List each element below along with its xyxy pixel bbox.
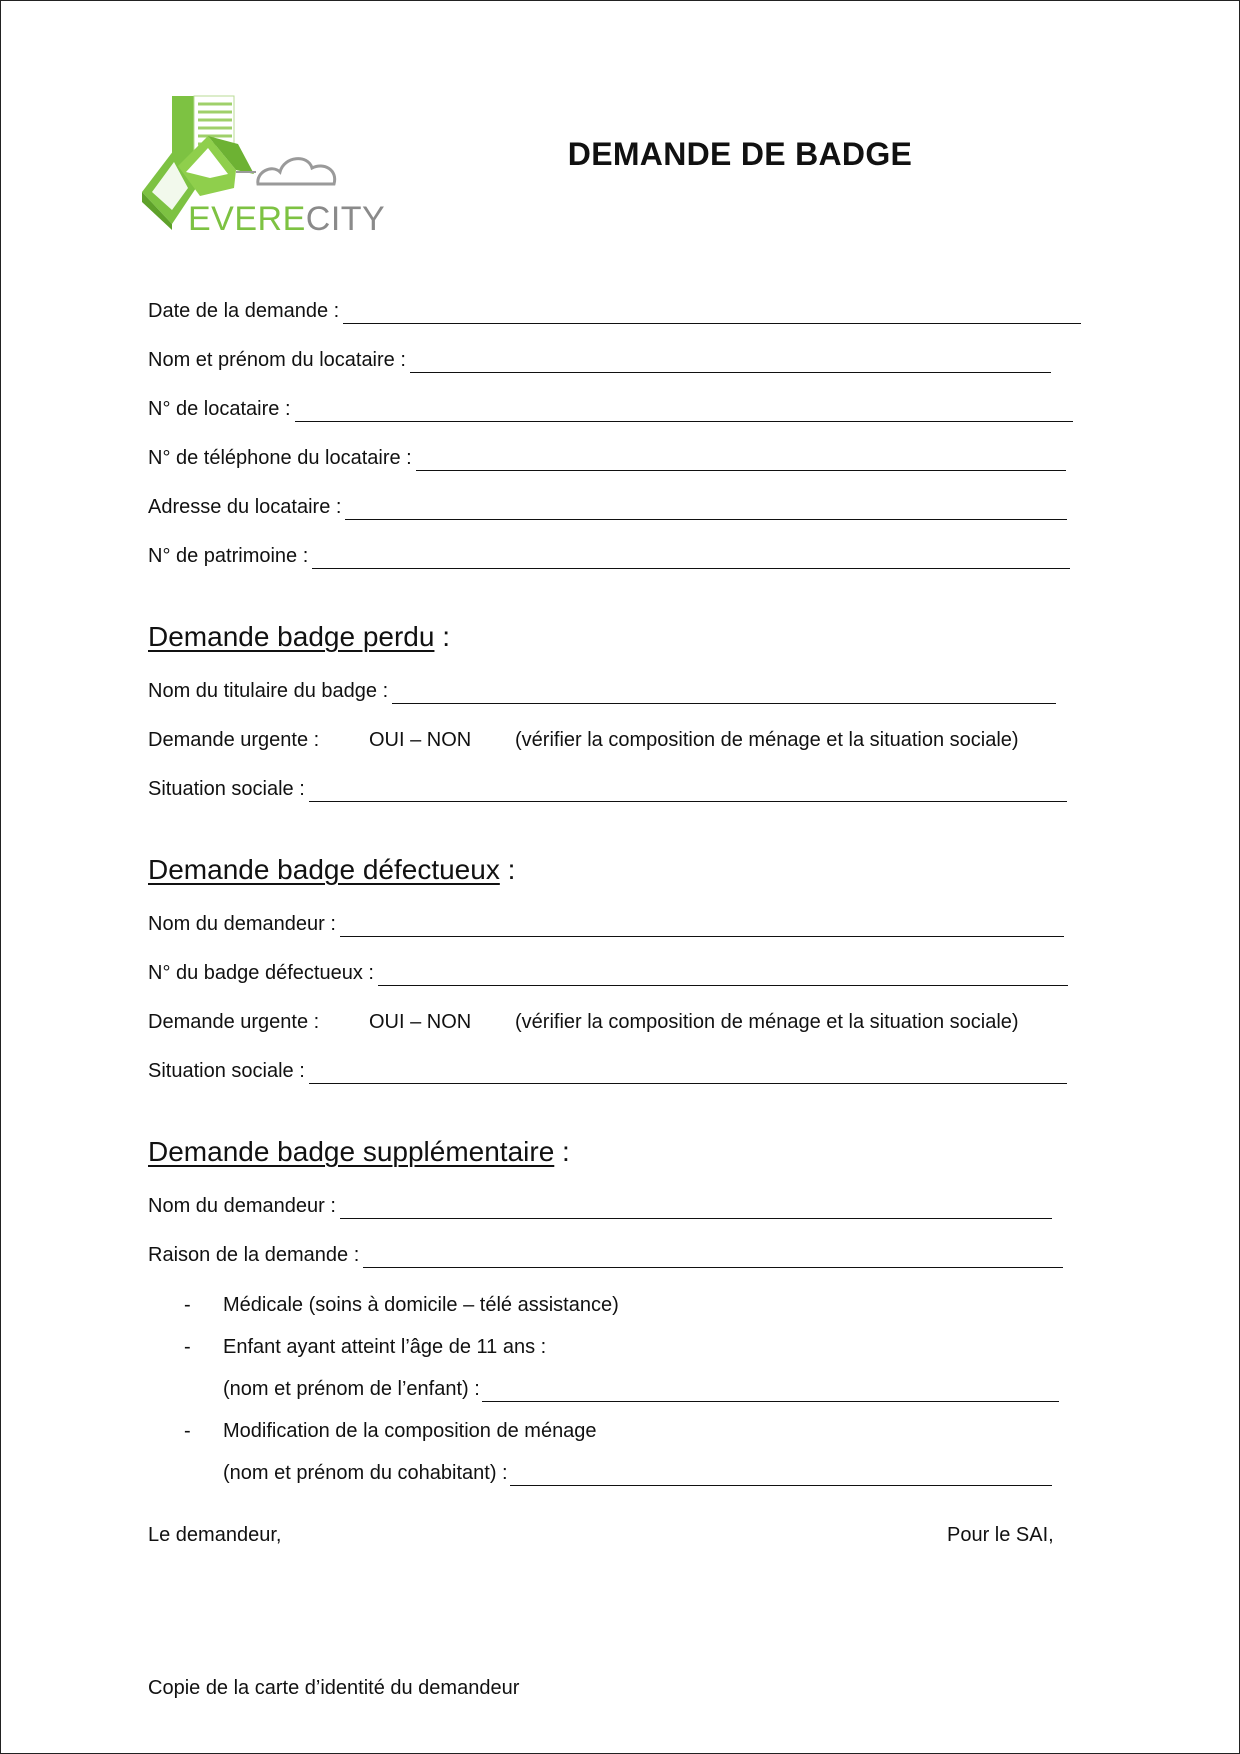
fill-line[interactable] [416, 451, 1066, 471]
field-request-reason [148, 1242, 1063, 1268]
urgent-row-lost [148, 727, 1068, 753]
urgent-note: (vérifier la composition de ménage et la situation sociale) [515, 1011, 1019, 1033]
urgent-label: Demande urgente : [148, 1011, 320, 1033]
field-label: N° du badge défectueux : [148, 962, 374, 984]
field-cohabitant-name [223, 1460, 1052, 1486]
fill-line[interactable] [392, 684, 1056, 704]
section-heading-defective [148, 853, 515, 887]
section-colon: : [554, 1136, 570, 1167]
everecity-logo [138, 92, 386, 244]
fill-line[interactable] [295, 402, 1073, 422]
field-applicant-defective [148, 911, 1064, 937]
logo-wordmark [188, 202, 385, 236]
fill-line[interactable] [378, 966, 1068, 986]
field-label: Nom du demandeur : [148, 913, 336, 935]
field-label: Nom du titulaire du badge : [148, 680, 389, 702]
field-label: Raison de la demande : [148, 1244, 360, 1266]
fill-line[interactable] [343, 304, 1081, 324]
section-colon: : [434, 621, 451, 652]
fill-line[interactable] [482, 1382, 1059, 1402]
field-heritage-number [148, 543, 1070, 569]
signature-applicant: Le demandeur, [148, 1524, 282, 1546]
field-label: N° de patrimoine : [148, 545, 309, 567]
list-bullet: - [184, 1336, 191, 1358]
field-label: Date de la demande : [148, 300, 340, 322]
field-tenant-number [148, 396, 1073, 422]
field-defective-badge-number [148, 960, 1068, 986]
signature-sai: Pour le SAI, [947, 1524, 1054, 1546]
logo-text-evere: EVERE [188, 200, 306, 238]
field-label: Nom du demandeur : [148, 1195, 336, 1217]
page-title: DEMANDE DE BADGE [567, 136, 913, 172]
field-child-name [223, 1376, 1059, 1402]
urgent-row-defective [148, 1009, 1068, 1035]
section-heading-additional [148, 1135, 570, 1169]
urgent-options[interactable]: OUI – NON [369, 729, 472, 751]
fill-line[interactable] [340, 917, 1064, 937]
field-label: N° de locataire : [148, 398, 291, 420]
reason-household: Modification de la composition de ménage [223, 1420, 597, 1442]
fill-line[interactable] [410, 353, 1051, 373]
fill-line[interactable] [309, 782, 1067, 802]
section-title: Demande badge défectueux [148, 854, 500, 885]
field-social-situation-lost [148, 776, 1067, 802]
fill-line[interactable] [345, 500, 1067, 520]
fill-line[interactable] [510, 1466, 1052, 1486]
fill-line[interactable] [363, 1248, 1063, 1268]
field-label: Nom et prénom du locataire : [148, 349, 406, 371]
urgent-label: Demande urgente : [148, 729, 320, 751]
field-badge-holder [148, 678, 1056, 704]
field-label: Situation sociale : [148, 1060, 305, 1082]
section-title: Demande badge perdu [148, 621, 435, 652]
urgent-note: (vérifier la composition de ménage et la situation sociale) [515, 729, 1019, 751]
logo-text-city: CITY [305, 200, 386, 238]
field-label: Situation sociale : [148, 778, 305, 800]
list-bullet: - [184, 1294, 191, 1316]
field-label: (nom et prénom du cohabitant) : [223, 1462, 508, 1484]
section-title: Demande badge supplémentaire [148, 1136, 555, 1167]
reason-medical: Médicale (soins à domicile – télé assistance) [223, 1294, 619, 1316]
field-tenant-address [148, 494, 1067, 520]
list-bullet: - [184, 1420, 191, 1442]
field-label: N° de téléphone du locataire : [148, 447, 412, 469]
fill-line[interactable] [312, 549, 1070, 569]
field-label: Adresse du locataire : [148, 496, 342, 518]
urgent-options[interactable]: OUI – NON [369, 1011, 472, 1033]
fill-line[interactable] [340, 1199, 1052, 1219]
field-date [148, 298, 1081, 324]
reason-child: Enfant ayant atteint l’âge de 11 ans : [223, 1336, 547, 1358]
section-heading-lost [148, 620, 450, 654]
field-applicant-additional [148, 1193, 1052, 1219]
field-tenant-name [148, 347, 1051, 373]
footer-note: Copie de la carte d’identité du demandeur [148, 1677, 520, 1699]
fill-line[interactable] [309, 1064, 1067, 1084]
section-colon: : [499, 854, 516, 885]
field-tenant-phone [148, 445, 1066, 471]
field-label: (nom et prénom de l’enfant) : [223, 1378, 480, 1400]
field-social-situation-defective [148, 1058, 1067, 1084]
